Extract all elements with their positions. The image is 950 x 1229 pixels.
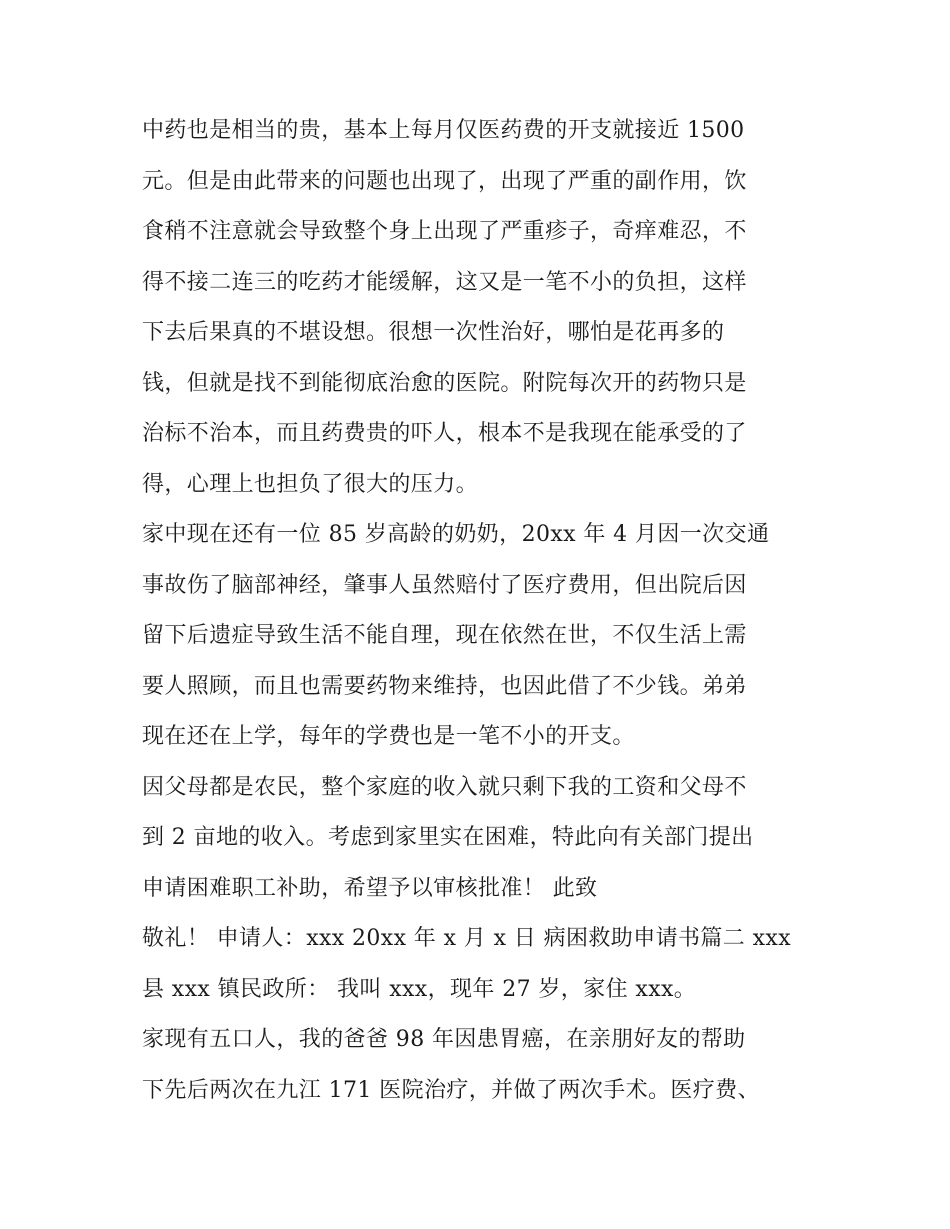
text-line: 家现有五口人，我的爸爸 98 年因患胃癌，在亲朋好友的帮助 bbox=[142, 1027, 746, 1052]
text-line: 敬礼！ 申请人：xxx 20xx 年 x 月 x 日 病困救助申请书篇二 xxx bbox=[142, 926, 792, 951]
text-line: 要人照顾，而且也需要药物来维持，也因此借了不少钱。弟弟 bbox=[142, 673, 747, 699]
text-line: 留下后遗症导致生活不能自理，现在依然在世，不仅生活上需 bbox=[142, 623, 747, 648]
text-line: 家中现在还有一位 85 岁高龄的奶奶，20xx 年 4 月因一次交通 bbox=[142, 522, 770, 547]
text-line: 下先后两次在九江 171 医院治疗，并做了两次手术。医疗费、 bbox=[142, 1077, 760, 1103]
text-line: 现在还在上学，每年的学费也是一笔不小的开支。 bbox=[142, 724, 635, 749]
document-body bbox=[142, 106, 832, 1116]
text-line: 中药也是相当的贵，基本上每月仅医药费的开支就接近 1500 bbox=[142, 118, 745, 143]
text-line: 得不接二连三的吃药才能缓解，这又是一笔不小的负担，这样 bbox=[142, 269, 747, 295]
text-line: 到 2 亩地的收入。考虑到家里实在困难，特此向有关部门提出 bbox=[142, 825, 754, 850]
text-line: 钱，但就是找不到能彻底治愈的医院。附院每次开的药物只是 bbox=[142, 370, 747, 396]
text-line: 元。但是由此带来的问题也出现了，出现了严重的副作用，饮 bbox=[142, 168, 747, 194]
text-line: 下去后果真的不堪设想。很想一次性治好，哪怕是花再多的 bbox=[142, 320, 725, 345]
text-line: 得，心理上也担负了很大的压力。 bbox=[142, 471, 479, 497]
text-line: 食稍不注意就会导致整个身上出现了严重疹子，奇痒难忍，不 bbox=[142, 219, 747, 244]
text-line: 治标不治本，而且药费贵的吓人，根本不是我现在能承受的了 bbox=[142, 421, 747, 446]
text-line: 县 xxx 镇民政所： 我叫 xxx，现年 27 岁，家住 xxx。 bbox=[142, 976, 697, 1002]
text-line: 因父母都是农民，整个家庭的收入就只剩下我的工资和父母不 bbox=[142, 774, 747, 800]
text-line: 申请困难职工补助，希望予以审核批准！ 此致 bbox=[142, 875, 598, 901]
text-line: 事故伤了脑部神经，肇事人虽然赔付了医疗费用，但出院后因 bbox=[142, 572, 747, 598]
